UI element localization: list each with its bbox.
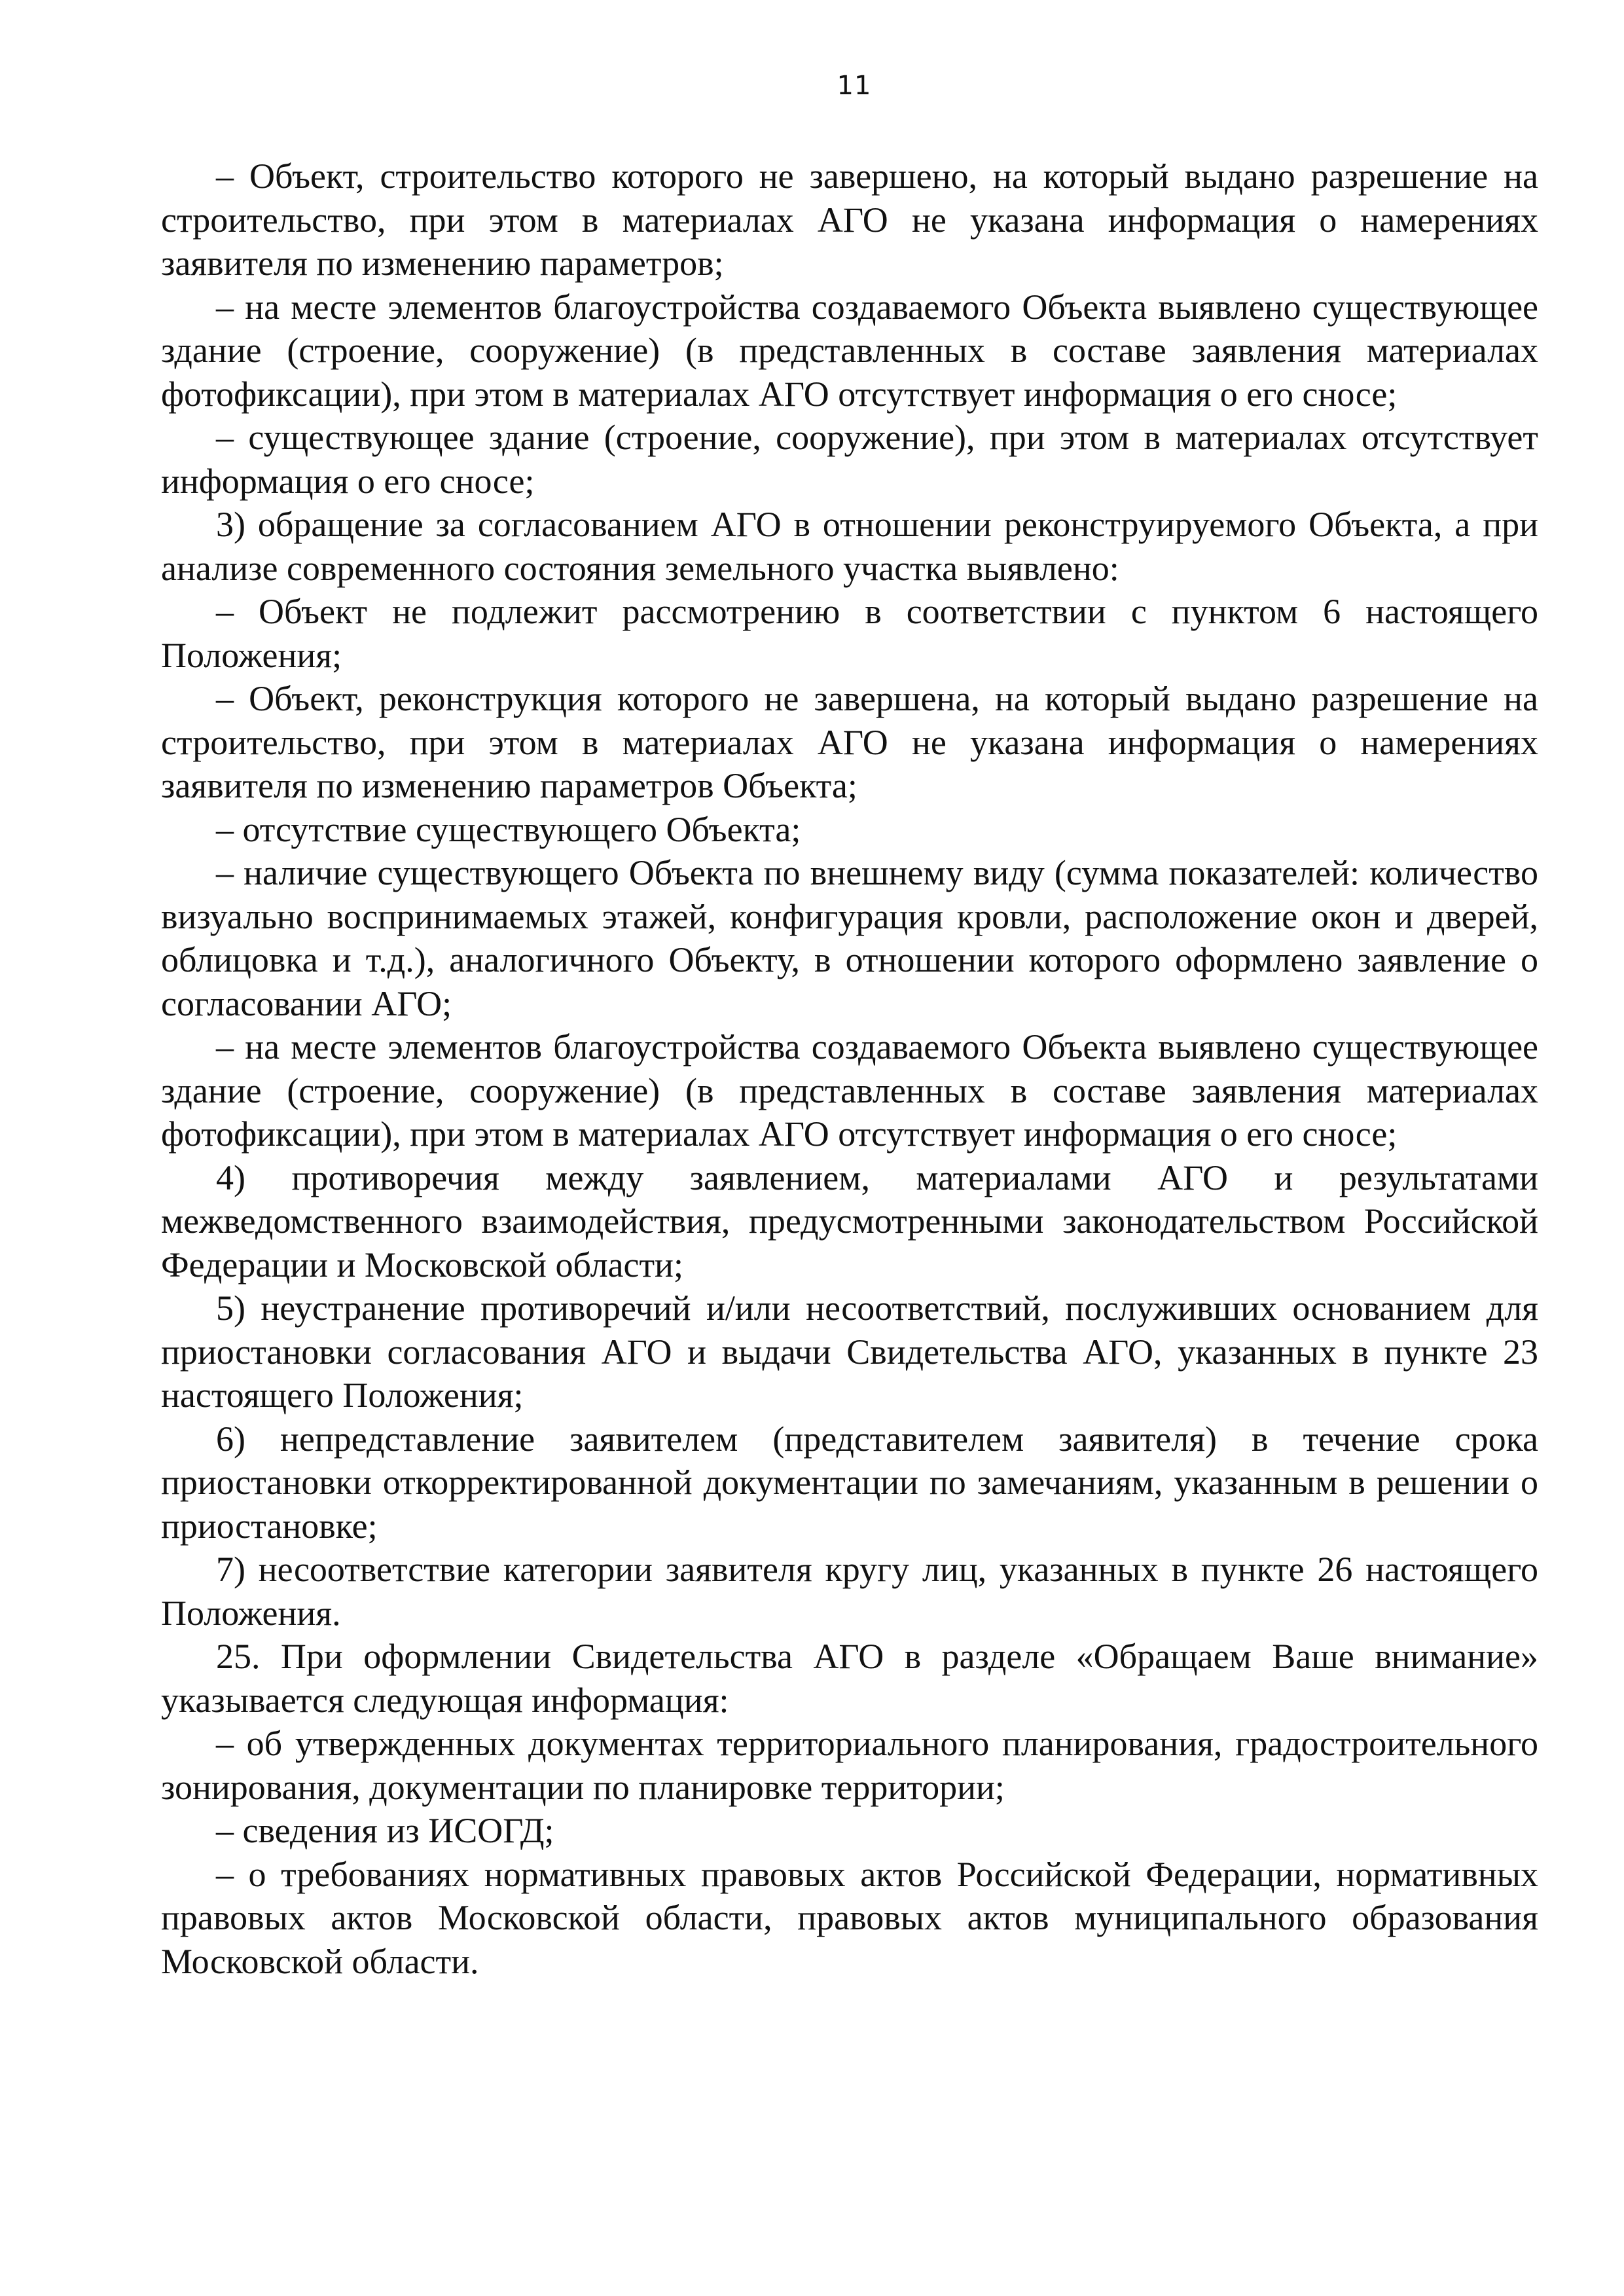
paragraph: – о требованиях нормативных правовых актов Российской Федерации, нормативных правовых актов Московской области, правовых актов муниципального образования Московской области. [161,1854,1538,1981]
paragraph: 6) непредставление заявителем (представителем заявителя) в течение срока приостановки откорректированной документации по замечаниям, указанным в решении о приостановке; [161,1419,1538,1546]
paragraph: – сведения из ИСОГД; [216,1811,554,1850]
paragraph: – на месте элементов благоустройства создаваемого Объекта выявлено существующее здание (строение, сооружение) (в представленных в составе заявления материалах фотофиксации), при этом в материалах АГО отсутствует информация о его сносе; [161,287,1538,414]
paragraph: – Объект, строительство которого не завершено, на который выдано разрешение на строительство, при этом в материалах АГО не указана информация о намерениях заявителя по изменению параметров; [161,156,1538,283]
paragraph: – существующее здание (строение, сооружение), при этом в материалах отсутствует информация о его сносе; [161,418,1538,501]
paragraph: 7) несоответствие категории заявителя кругу лиц, указанных в пункте 26 настоящего Положения. [161,1550,1538,1633]
paragraph: – Объект, реконструкция которого не завершена, на который выдано разрешение на строительство, при этом в материалах АГО не указана информация о намерениях заявителя по изменению параметров Объекта; [161,679,1538,805]
paragraph: 4) противоречия между заявлением, материалами АГО и результатами межведомственного взаимодействия, предусмотренными законодательством Российской Федерации и Московской области; [161,1157,1538,1285]
paragraph: – Объект не подлежит рассмотрению в соответствии с пунктом 6 настоящего Положения; [161,592,1538,675]
paragraph: 5) неустранение противоречий и/или несоответствий, послуживших основанием для приостановки согласования АГО и выдачи Свидетельства АГО, указанных в пункте 23 настоящего Положения; [161,1288,1538,1415]
paragraph: – об утвержденных документах территориального планирования, градостроительного зонирования, документации по планировке территории; [161,1724,1538,1807]
paragraph: – отсутствие существующего Объекта; [216,809,801,849]
paragraph: – наличие существующего Объекта по внешнему виду (сумма показателей: количество визуально воспринимаемых этажей, конфигурация кровли, расположение окон и дверей, облицовка и т.д.), аналогичного Объекту, в отношении которого оформлено заявление о согласовании АГО; [161,853,1538,1023]
paragraph: 25. При оформлении Свидетельства АГО в разделе «Обращаем Ваше внимание» указывается следующая информация: [161,1637,1538,1720]
paragraph: 3) обращение за согласованием АГО в отношении реконструируемого Объекта, а при анализе современного состояния земельного участка выявлено: [161,505,1538,588]
paragraph: – на месте элементов благоустройства создаваемого Объекта выявлено существующее здание (строение, сооружение) (в представленных в составе заявления материалах фотофиксации), при этом в материалах АГО отсутствует информация о его сносе; [161,1027,1538,1154]
document-body [161,155,1538,1983]
page-number: 11 [837,71,872,101]
